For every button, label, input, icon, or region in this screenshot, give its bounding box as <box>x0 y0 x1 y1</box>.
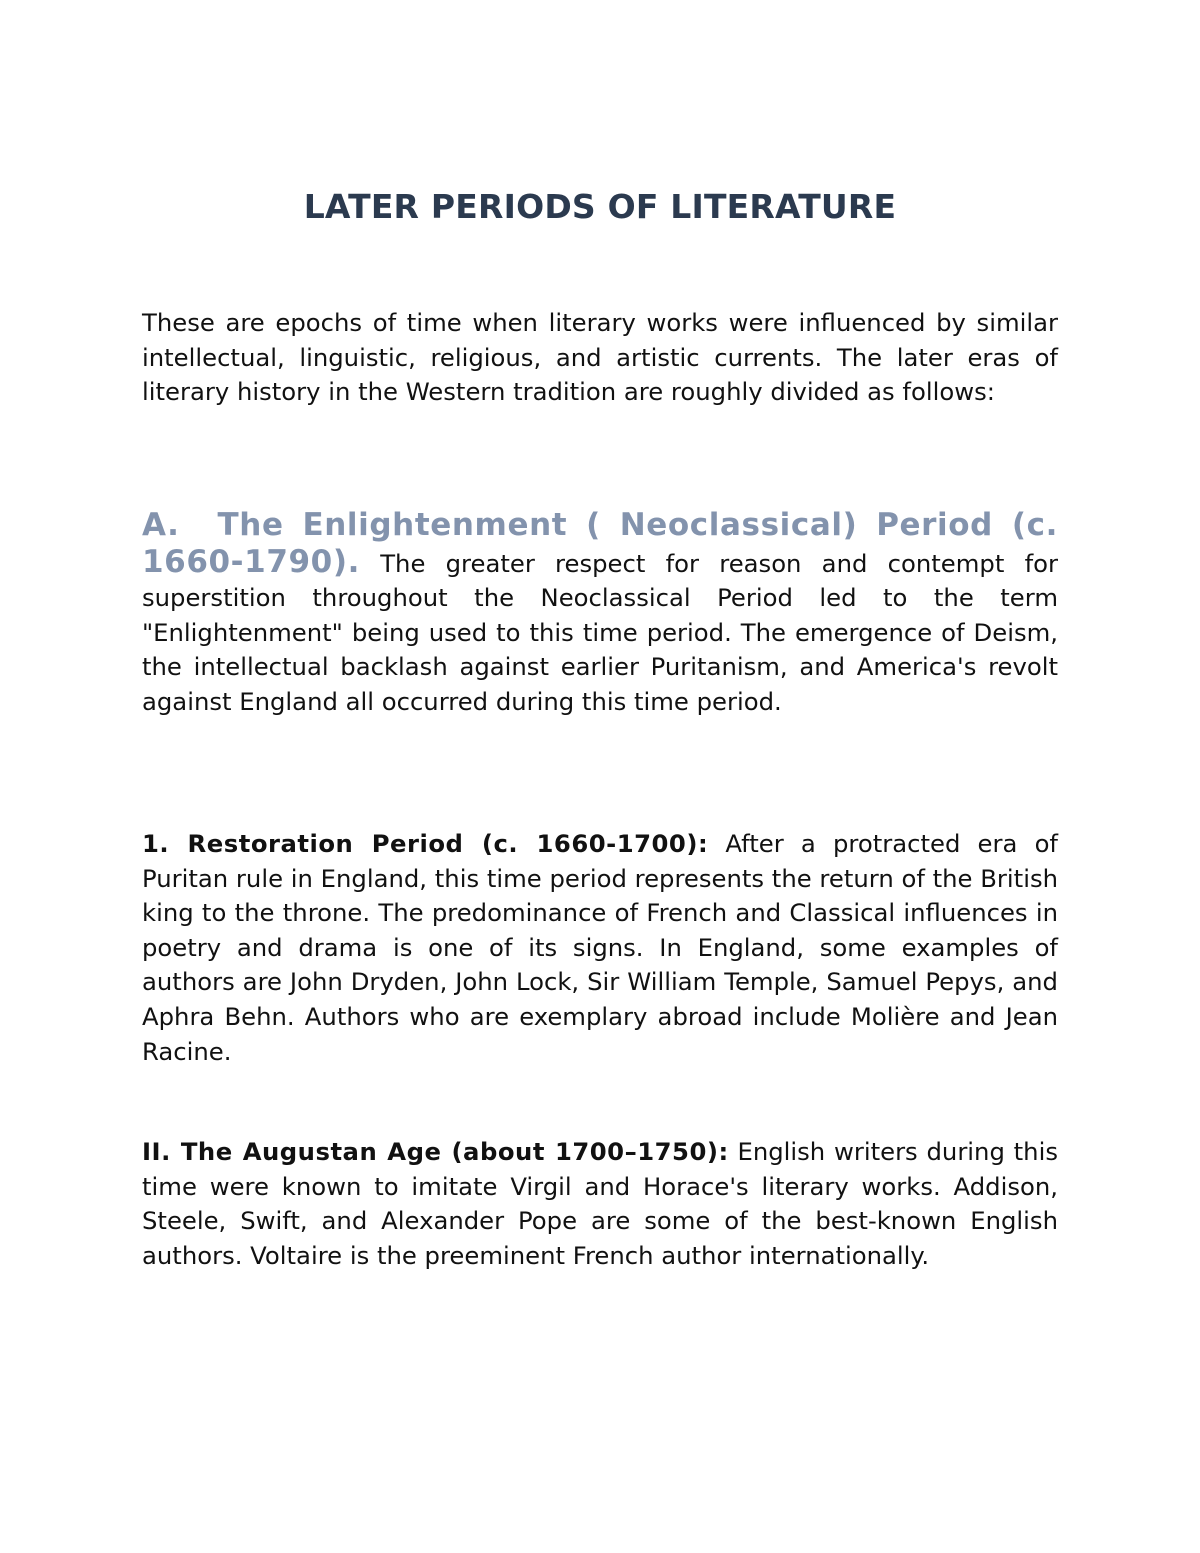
section-enlightenment-body: The greater respect for reason and contempt for superstition throughout the Neoclassical Period led to the term "Enlightenment" being used to this time period. The emergence of Deism, the intellectual backlash against earlier Puritanism, and America's revolt against England all occurred during this time period. <box>142 548 1058 716</box>
section-augustan <box>142 1135 1058 1273</box>
section-enlightenment-marker: A. <box>142 507 180 543</box>
section-enlightenment-title: The Enlightenment ( Neoclassical) Period (c. 1660-1790). <box>142 507 1058 580</box>
section-restoration-body: After a protracted era of Puritan rule in England, this time period represents the return of the British king to the throne. The predominance of French and Classical influences in poetry and drama is one of its signs. In England, some examples of authors are John Dryden, John Lock, Sir William Temple, Samuel Pepys, and Aphra Behn. Authors who are exemplary abroad include Molière and Jean Racine. <box>142 829 1058 1066</box>
section-augustan-heading: II. The Augustan Age (about 1700–1750): <box>142 1137 729 1166</box>
intro-paragraph: These are epochs of time when literary works were influenced by similar intellectual, linguistic, religious, and artistic currents. The later eras of literary history in the Western tradition are roughly divided as follows: <box>142 308 1058 407</box>
section-enlightenment <box>142 508 1058 720</box>
section-augustan-body: English writers during this time were known to imitate Virgil and Horace's literary works. Addison, Steele, Swift, and Alexander Pope are some of the best-known English authors. Voltaire is the preeminent French author internationally. <box>142 1137 1058 1270</box>
section-restoration-heading: 1. Restoration Period (c. 1660-1700): <box>142 829 709 858</box>
document-title: LATER PERIODS OF LITERATURE <box>303 187 897 226</box>
section-restoration <box>142 827 1058 1069</box>
